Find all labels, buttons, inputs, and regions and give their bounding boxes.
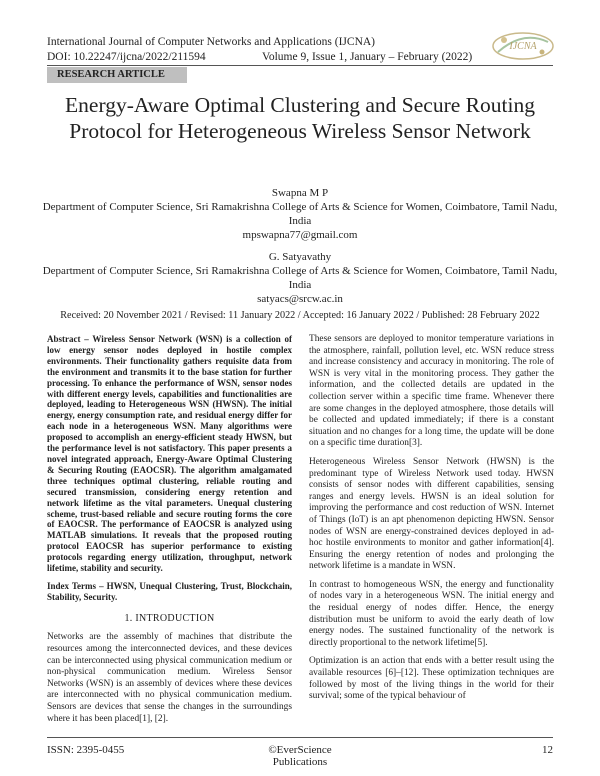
journal-logo [490, 28, 556, 64]
author-2 [40, 250, 560, 306]
header-divider [47, 65, 553, 66]
footer-divider [47, 737, 553, 738]
author-email[interactable]: satyacs@srcw.ac.in [257, 293, 343, 305]
index-terms: Index Terms – HWSN, Unequal Clustering, Trust, Blockchain, Stability, Security. [47, 580, 292, 602]
journal-name: International Journal of Computer Networks and Applications (IJCNA) [47, 36, 376, 48]
author-email[interactable]: mpswapna77@gmail.com [242, 229, 358, 241]
author-name: G. Satyavathy [268, 251, 332, 263]
abstract: Abstract – Wireless Sensor Network (WSN) is a collection of low energy sensor nodes deployed in hostile complex environments. Their functionality gathers requisite data from the environment and transmits it to the base station for further processing. To enhance the performance of WSN, sensor nodes with different energy levels, capabilities and functionalities are deployed, leading to Heterogeneous WSN (HWSN). The initial energy, energy consumption rate, and residual energy differ for each node in a heterogeneous WSN. Many algorithms were proposed to accomplish an energy-efficient steady HWSN, but the performance level is not satisfactory. This paper presents a novel integrated approach, Energy-Aware Optimal Clustering & Securing Routing (EAOCSR). The algorithm amalgamated three techniques optimal clustering, reliable routing and secured transmission, considering energy retention and network lifetime as the vital parameters. Unequal clustering scheme, trust-based reliable and secure routing forms the core of EAOCSR. The performance of EAOCSR is analyzed using MATLAB simulations. It reveals that the proposed routing protocol EAOCSR has superior performance to existing protocols regarding energy utilization, throughput, network lifetime, stability and security. [47, 334, 292, 574]
author-affiliation: Department of Computer Science, Sri Ramakrishna College of Arts & Science for Women, Coimbatore, Tamil Nadu, India [42, 201, 558, 227]
svg-text:IJCNA: IJCNA [509, 41, 537, 52]
intro-paragraph: Networks are the assembly of machines that distribute the resources among the interconnected devices, and these devices can be interconnected using physical communication medium or non-physical communication medium. Wireless Sensor Networks (WSN) is an assembly of devices where these devices are interconnected with no physical communication medium. Sensors are devices that sense the changes in the surroundings where it has been placed[1], [2]. [47, 632, 292, 724]
author-1 [40, 186, 560, 242]
body-paragraph-4: Optimization is an action that ends with a better result using the available resources [6]–[12]. These optimization techniques are followed by most of the living things in the world for their survival; some of the typical behaviour of [309, 656, 554, 702]
body-paragraph-3: In contrast to homogeneous WSN, the energy and functionality of nodes vary in a heterogeneous WSN. The initial energy and the residual energy of nodes differ. Hence, the energy distribution must be uniform to avoid the early death of low energy nodes. The sustained functionality of the network is directly proportional to the network lifetime[5]. [309, 579, 554, 648]
publisher: ©EverScience Publications [268, 744, 332, 768]
issn: ISSN: 2395-0455 [47, 744, 125, 756]
article-type-badge: RESEARCH ARTICLE [47, 67, 187, 83]
section-heading-introduction: 1. INTRODUCTION [124, 612, 215, 624]
paper-title: Energy-Aware Optimal Clustering and Secure Routing Protocol for Heterogeneous Wireless Sensor Network [65, 93, 535, 143]
body-paragraph-2: Heterogeneous Wireless Sensor Network (HWSN) is the predominant type of Wireless Network used today. HWSN consists of sensor nodes with different capabilities, sensing ranges and energy levels. HWSN is an ideal solution for improving the performance and cost reduction of WSN. Internet of Things (IoT) is an apt phenomenon depicting HWSN. Sensor nodes of WSN are energy-constrained devices deployed in ad-hoc hostile environments to monitor and gather information[4]. Ensuring the energy retention of nodes and prolonging the network lifetime is a mandate in WSN. [309, 456, 554, 572]
page-number: 12 [542, 744, 553, 756]
right-column [309, 334, 554, 710]
publication-dates: Received: 20 November 2021 / Revised: 11 January 2022 / Accepted: 16 January 2022 / Published: 28 February 2022 [60, 310, 540, 321]
doi: DOI: 10.22247/ijcna/2022/211594 [47, 51, 206, 63]
volume-info: Volume 9, Issue 1, January – February (2022) [262, 51, 473, 63]
left-column [47, 334, 292, 732]
body-paragraph-1: These sensors are deployed to monitor temperature variations in the atmosphere, rainfall, pollution level, etc. WSN reduce stress and increase consistency and accuracy in monitoring. The role of WSN is very vital in the monitoring process. They gather the information, and the collected details are updated in the collection server within a specific time frame. Whenever there are some changes in the deployed atmosphere, those details will be collected and updated immediately; if there is a constant situation and no changes for a long time, the update will be done on a specific time duration[3]. [309, 334, 554, 449]
author-affiliation: Department of Computer Science, Sri Ramakrishna College of Arts & Science for Women, Coimbatore, Tamil Nadu, India [42, 265, 558, 291]
author-name: Swapna M P [271, 187, 329, 199]
